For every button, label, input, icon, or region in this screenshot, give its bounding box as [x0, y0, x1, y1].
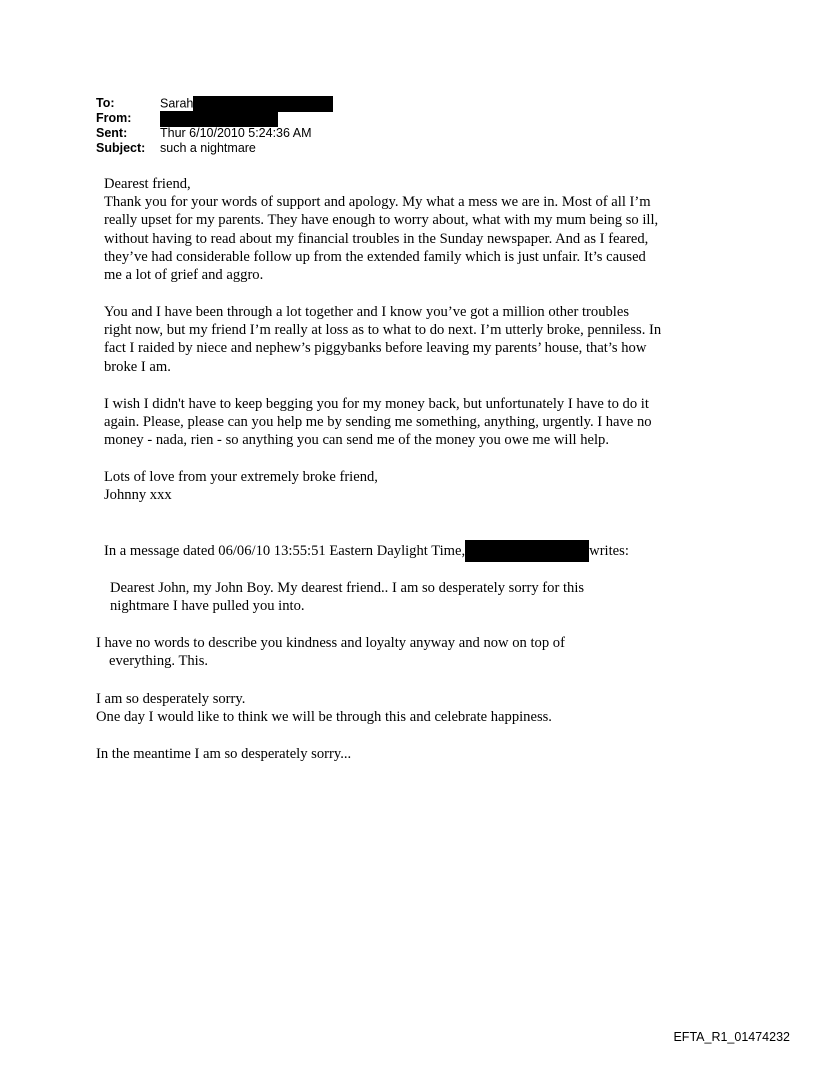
paragraph-3 — [104, 395, 652, 450]
text-line: Dearest John, my John Boy. My dearest friend.. I am so desperately sorry for this — [110, 580, 585, 596]
signature: Johnny xxx — [104, 487, 172, 504]
text-line: really upset for my parents. They have enough to worry about, what with my mum being so ill, — [104, 212, 659, 229]
text-line: I wish I didn't have to keep begging you for my money back, but unfortunately I have to do it — [104, 396, 649, 412]
text-line: One day I would like to think we will be through this and celebrate happiness. — [96, 709, 552, 726]
redaction-block — [160, 111, 278, 127]
signoff-block — [104, 468, 378, 504]
text-line: money - nada, rien - so anything you can send me of the money you owe me will help. — [104, 432, 609, 449]
text-line: they’ve had considerable follow up from the extended family which is just unfair. It’s caused — [104, 248, 646, 265]
text-line: everything. This. — [109, 653, 209, 670]
text-line: In the meantime I am so desperately sorry... — [96, 746, 352, 762]
text-line: me a lot of grief and aggro. — [104, 267, 264, 284]
quoted-paragraph-4 — [96, 745, 351, 763]
document-id: EFTA_R1_01474232 — [673, 1030, 790, 1044]
quote-intro-writes: writes: — [589, 542, 629, 559]
text-line: broke I am. — [104, 358, 171, 375]
text-line: fact I raided by niece and nephew’s piggybanks before leaving my parents’ house, that’s how — [104, 340, 647, 357]
text-line: Thank you for your words of support and apology. My what a mess we are in. Most of all I’m — [104, 194, 651, 211]
quoted-paragraph-2 — [96, 634, 565, 670]
quote-intro — [104, 541, 629, 561]
from-row — [96, 111, 333, 126]
text-line: right now, but my friend I’m really at loss as to what to do next. I’m utterly broke, penniless. In — [104, 322, 662, 339]
quoted-paragraph-1 — [110, 579, 584, 615]
quoted-paragraph-3 — [96, 690, 552, 726]
text-line: You and I have been through a lot together and I know you’ve got a million other troubles — [104, 304, 629, 320]
paragraph-2 — [104, 303, 661, 376]
to-value: Sarah — [160, 95, 194, 110]
text-line: I am so desperately sorry. — [96, 691, 246, 707]
subject-label: Subject: — [96, 141, 146, 155]
to-label: To: — [96, 96, 115, 110]
subject-value: such a nightmare — [160, 141, 256, 155]
signoff: Lots of love from your extremely broke friend, — [104, 469, 378, 485]
sent-row — [96, 126, 333, 141]
text-line: nightmare I have pulled you into. — [110, 598, 305, 615]
redaction-block — [193, 96, 333, 112]
subject-row — [96, 141, 333, 156]
text-line: again. Please, please can you help me by sending me something, anything, urgently. I have no — [104, 414, 652, 431]
email-header — [96, 96, 333, 156]
redaction-block — [465, 540, 589, 562]
greeting: Dearest friend, — [104, 176, 191, 192]
text-line: I have no words to describe you kindness and loyalty anyway and now on top of — [96, 635, 565, 651]
message-body — [104, 175, 658, 284]
from-label: From: — [96, 111, 132, 125]
paragraph-1 — [104, 193, 658, 284]
text-line: without having to read about my financial troubles in the Sunday newspaper. And as I feared, — [104, 230, 649, 247]
to-row — [96, 96, 333, 111]
sent-value: Thur 6/10/2010 5:24:36 AM — [160, 126, 312, 140]
sent-label: Sent: — [96, 126, 128, 140]
quote-intro-text: In a message dated 06/06/10 13:55:51 Eastern Daylight Time, — [104, 542, 466, 559]
